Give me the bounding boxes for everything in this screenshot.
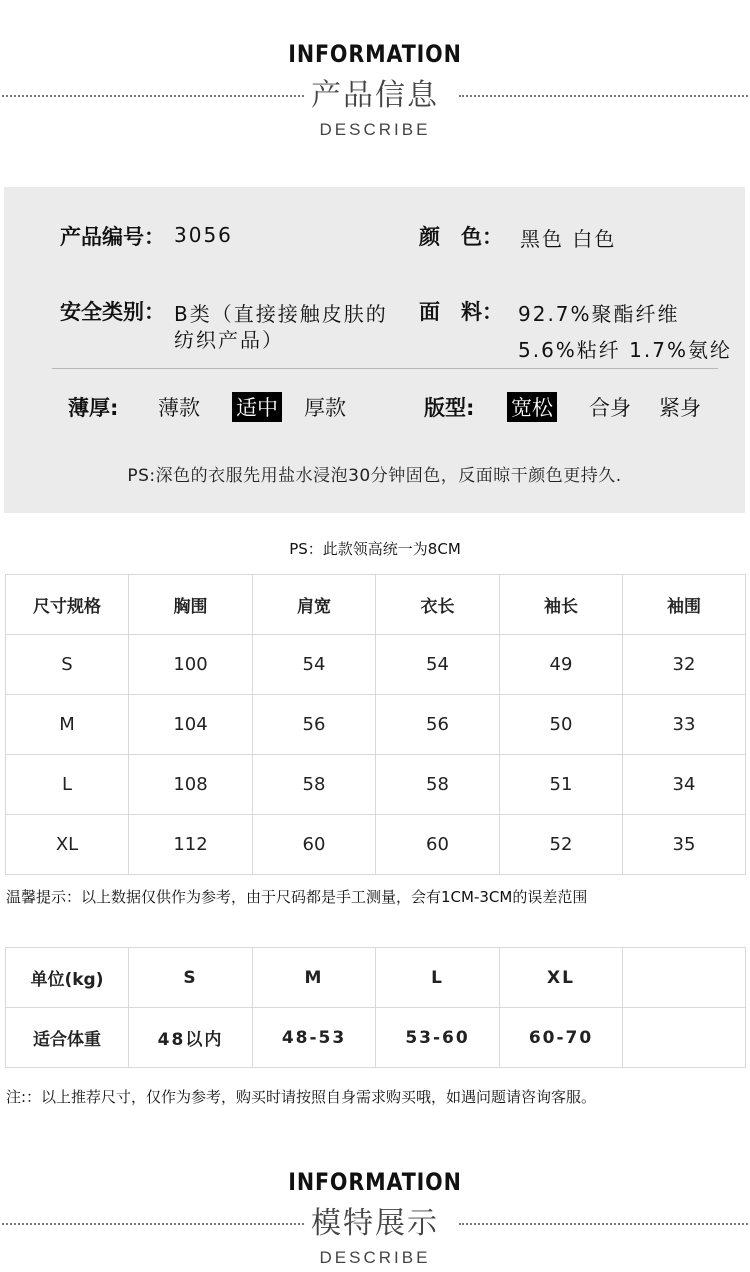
thickness-option-thin: 薄款 xyxy=(158,396,200,420)
table-cell: 34 xyxy=(623,755,746,815)
header-subtitle: DESCRIBE xyxy=(319,120,431,139)
table-cell: 35 xyxy=(623,815,746,875)
table-cell: 52 xyxy=(500,815,623,875)
table-cell: 54 xyxy=(253,635,376,695)
table-cell: 48以内 xyxy=(129,1008,253,1068)
table-cell: 48-53 xyxy=(253,1008,376,1068)
fit-option-slim: 紧身 xyxy=(659,396,701,420)
fabric-value-line1: 92.7%聚酯纤维 xyxy=(518,302,680,326)
product-info-panel xyxy=(4,187,745,513)
size-header-cell: 肩宽 xyxy=(253,575,376,635)
table-cell: M xyxy=(6,695,129,755)
size-header-cell: 袖围 xyxy=(623,575,746,635)
table-cell: XL xyxy=(6,815,129,875)
collar-height-note: PS：此款领高统一为8CM xyxy=(289,540,461,558)
weight-header-cell xyxy=(623,948,746,1008)
table-cell: 49 xyxy=(500,635,623,695)
weight-table-header-row xyxy=(6,948,746,1008)
table-cell: 50 xyxy=(500,695,623,755)
table-cell: 32 xyxy=(623,635,746,695)
table-cell: 104 xyxy=(129,695,253,755)
safety-class-label: 安全类别： xyxy=(60,300,165,324)
table-row xyxy=(6,695,746,755)
header-title-zh: 模特展示 xyxy=(311,1206,439,1241)
fabric-label: 面 料： xyxy=(419,300,503,324)
table-cell: 60 xyxy=(376,815,500,875)
care-note: PS:深色的衣服先用盐水浸泡30分钟固色，反面晾干颜色更持久. xyxy=(127,466,622,486)
table-cell: 56 xyxy=(376,695,500,755)
table-cell: 适合体重 xyxy=(6,1008,129,1068)
table-cell: 51 xyxy=(500,755,623,815)
table-cell: S xyxy=(6,635,129,695)
header-title-en: INFORMATION xyxy=(288,1168,462,1196)
info-divider xyxy=(52,368,718,369)
table-cell: 33 xyxy=(623,695,746,755)
header-subtitle: DESCRIBE xyxy=(319,1248,431,1267)
table-cell: 112 xyxy=(129,815,253,875)
size-table xyxy=(5,574,746,875)
table-cell xyxy=(623,1008,746,1068)
header-dotted-line-right xyxy=(459,95,748,97)
color-value: 黑色 白色 xyxy=(520,227,617,251)
weight-header-cell: 单位(kg) xyxy=(6,948,129,1008)
table-cell: 60-70 xyxy=(500,1008,623,1068)
thickness-option-medium: 适中 xyxy=(232,392,282,422)
product-code-value: 3056 xyxy=(174,223,233,247)
table-cell: 58 xyxy=(253,755,376,815)
table-row xyxy=(6,635,746,695)
safety-class-value-line2: 纺织产品） xyxy=(174,328,284,352)
size-header-cell: 胸围 xyxy=(129,575,253,635)
fabric-value-line2: 5.6%粘纤 1.7%氨纶 xyxy=(518,338,732,362)
weight-table xyxy=(5,947,746,1068)
table-cell: 108 xyxy=(129,755,253,815)
table-cell: 58 xyxy=(376,755,500,815)
product-info-header xyxy=(0,40,750,150)
table-cell: 54 xyxy=(376,635,500,695)
table-cell: 60 xyxy=(253,815,376,875)
fit-label: 版型: xyxy=(424,396,475,420)
thickness-label: 薄厚: xyxy=(68,396,119,420)
thickness-option-thick: 厚款 xyxy=(304,396,346,420)
size-measurement-note: 温馨提示：以上数据仅供作为参考，由于尺码都是手工测量，会有1CM-3CM的误差范围 xyxy=(6,888,588,906)
header-title-en: INFORMATION xyxy=(288,40,462,68)
recommendation-note: 注:：以上推荐尺寸，仅作为参考，购买时请按照自身需求购买哦，如遇问题请咨询客服。 xyxy=(6,1088,597,1106)
safety-class-value-line1: B类（直接接触皮肤的 xyxy=(174,302,388,326)
table-row xyxy=(6,815,746,875)
color-label: 颜 色： xyxy=(419,225,503,249)
size-header-cell: 衣长 xyxy=(376,575,500,635)
weight-header-cell: M xyxy=(253,948,376,1008)
table-row xyxy=(6,1008,746,1068)
table-cell: 53-60 xyxy=(376,1008,500,1068)
fit-option-loose: 宽松 xyxy=(507,392,557,422)
header-title-zh: 产品信息 xyxy=(311,78,439,113)
fit-option-regular: 合身 xyxy=(589,396,631,420)
table-cell: 56 xyxy=(253,695,376,755)
weight-header-cell: S xyxy=(129,948,253,1008)
weight-header-cell: L xyxy=(376,948,500,1008)
table-cell: 100 xyxy=(129,635,253,695)
product-code-label: 产品编号： xyxy=(60,225,165,249)
size-header-cell: 尺寸规格 xyxy=(6,575,129,635)
header-dotted-line-right xyxy=(459,1223,748,1225)
size-header-cell: 袖长 xyxy=(500,575,623,635)
model-display-header xyxy=(0,1168,750,1272)
table-cell: L xyxy=(6,755,129,815)
size-table-header-row xyxy=(6,575,746,635)
table-row xyxy=(6,755,746,815)
weight-header-cell: XL xyxy=(500,948,623,1008)
